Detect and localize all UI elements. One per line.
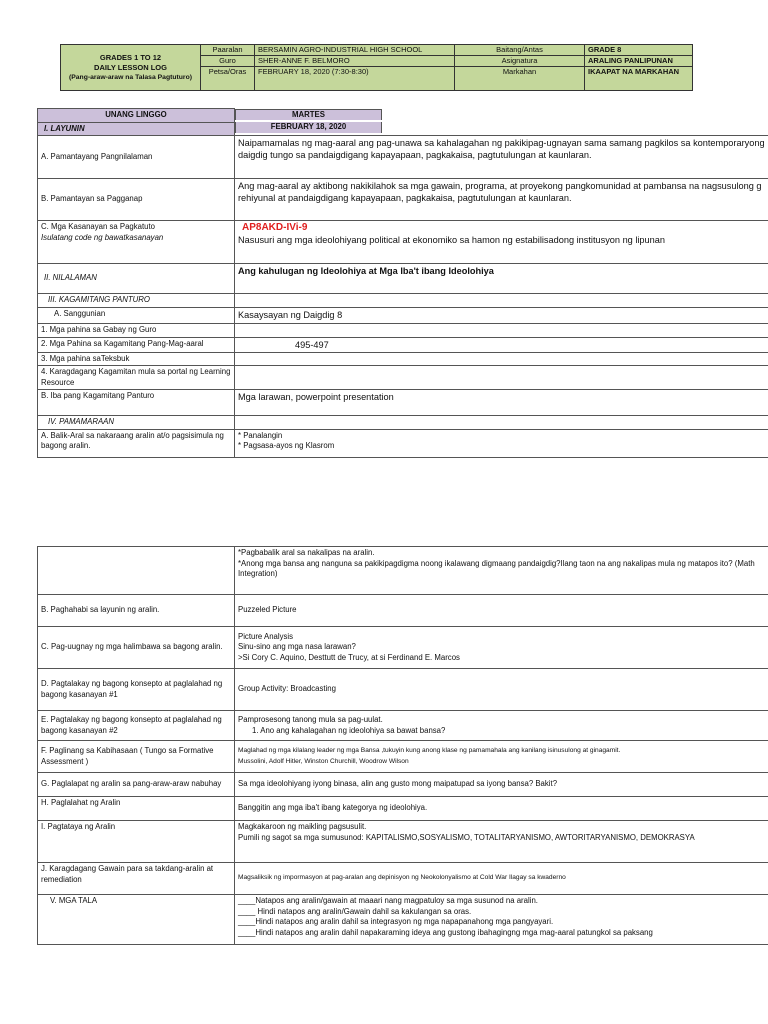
iba-kagamitan-value: Mga larawan, powerpoint presentation [235,390,768,416]
pamamaraan-empty [235,416,768,430]
kabihasaan-label: F. Paglinang sa Kabihasaan ( Tungo sa Formative Assessment ) [38,741,235,773]
pamantayan-pagganap-value: Ang mag-aaral ay aktibong nakikilahok sa mga gawain, programa, at proyekong pangkomunidad at pambansa na nagsusulong g rehiyunal at pandaigdigang kapayapaan, pagkakaisa, pagtutulungan at kaunlaran. [235,179,768,221]
layunin-heading: I. LAYUNIN [38,122,235,136]
konsepto-1-label: D. Pagtalakay ng bagong konsepto at paglalahad ng bagong kasanayan #1 [38,669,235,711]
pamantayang-pangnilalaman-value: Naipamamalas ng mag-aaral ang pag-unawa sa kahalagahan ng pakikipag-ugnayan sama samang pagkilos sa kontemporaryong daigdig tungo sa pandaigdigang kapayapaan, pagkakaisa, pagtutulungan at kaunlaran. [235,136,768,179]
paglalapat-label: G. Paglalapat ng aralin sa pang-araw-araw nabuhay [38,773,235,797]
kagamitang-mag-aaral-label: 2. Mga Pahina sa Kagamitang Pang-Mag-aaral [38,337,235,352]
iba-kagamitan-label: B. Iba pang Kagamitang Panturo [38,390,235,416]
kagamitan-heading: III. KAGAMITANG PANTURO [38,294,235,308]
petsa-value: FEBRUARY 18, 2020 (7:30-8:30) [255,67,455,91]
pag-uugnay-value: Picture Analysis Sinu-sino ang mga nasa larawan? >Si Cory C. Aquino, Desttutt de Trucy, at si Ferdinand E. Marcos [235,627,768,669]
competency-code: AP8AKD-IVi-9 [242,222,308,233]
baitang-value: GRADE 8 [585,45,693,56]
day-label: MARTES [235,109,382,120]
kasanayan-label: C. Mga Kasanayan sa Pagkatuto Isulatang code ng bawatkasanayan [38,221,235,264]
konsepto-2-value: Pamprosesong tanong mula sa pag-uulat. 1. Ano ang kahalagahan ng ideolohiya sa bawat bansa? [235,711,768,741]
intro-empty [38,547,235,595]
paghahabi-value: Puzzeled Picture [235,595,768,627]
gabay-guro-label: 1. Mga pahina sa Gabay ng Guro [38,324,235,338]
day-header [235,109,768,123]
takdang-aralin-label: J. Karagdagang Gawain para sa takdang-aralin at remediation [38,863,235,895]
konsepto-1-value: Group Activity: Broadcasting [235,669,768,711]
kagamitan-empty [235,294,768,308]
kasanayan-value: AP8AKD-IVi-9 Nasusuri ang mga ideolohiyang political at ekonomiko sa hamon ng estabilisadong institusyon ng lipunan [235,221,768,264]
mga-tala-heading: V. MGA TALA [38,895,235,945]
pag-uugnay-label: C. Pag-uugnay ng mga halimbawa sa bagong aralin. [38,627,235,669]
paghahabi-label: B. Paghahabi sa layunin ng aralin. [38,595,235,627]
learning-resource-label: 4. Karagdagang Kagamitan mula sa portal ng Learning Resource [38,366,235,390]
pamamaraan-heading: IV. PAMAMARAAN [38,416,235,430]
paglalahat-value: Banggitin ang mga iba't ibang kategorya ng ideolohiya. [235,797,768,821]
kabihasaan-value: Maglahad ng mga kilalang leader ng mga Bansa ,tukuyin kung anong klase ng pamamahala ang kanilang isinusulong at ginagamit. Mussolini, Adolf Hitler, Winston Churchill, Woodrow Wilson [235,741,768,773]
markahan-label: Markahan [455,67,585,91]
gabay-guro-value [235,324,768,338]
lesson-log-title: GRADES 1 TO 12 DAILY LESSON LOG (Pang-araw-araw na Talasa Pagtuturo) [61,45,201,91]
paaralan-label: Paaralan [201,45,255,56]
header-table [60,44,693,91]
pamantayan-pagganap-label: B. Pamantayan sa Pagganap [38,179,235,221]
nilalaman-heading: II. NILALAMAN [38,264,235,294]
date-label: FEBRUARY 18, 2020 [235,122,382,133]
paaralan-value: BERSAMIN AGRO-INDUSTRIAL HIGH SCHOOL [255,45,455,56]
balik-aral-value: * Panalangin * Pagsasa-ayos ng Klasrom [235,429,768,457]
paglalahat-label: H. Paglalahat ng Aralin [38,797,235,821]
petsa-label: Petsa/Oras [201,67,255,91]
guro-value: SHER-ANNE F. BELMORO [255,56,455,67]
baitang-label: Baitang/Antas [455,45,585,56]
mga-tala-value: ____Natapos ang aralin/gawain at maaari nang magpatuloy sa mga susunod na aralin. ____ Hindi natapos ang aralin/Gawain dahil sa kakulangan sa oras. ____Hindi natapos ang aralin dahil sa integrasyon ng mga napapanahong mga pangyayari. ____Hindi natapos ang aralin dahil napakaraming ideya ang gustong ibahagingng mga mag-aaral patungkol sa paksang [235,895,768,945]
intro-value: *Pagbabalik aral sa nakalipas na aralin. *Anong mga bansa ang nanguna sa pakikipagdigma noong ikalawang digmaang pandaigdig?Ilang taon na ang nakalipas mula ng matapos ito? (Math Integration) [235,547,768,595]
guro-label: Guro [201,56,255,67]
konsepto-2-label: E. Pagtalakay ng bagong konsepto at paglalahad ng bagong kasanayan #2 [38,711,235,741]
balik-aral-label: A. Balik-Aral sa nakaraang aralin at/o pagsisimula ng bagong aralin. [38,429,235,457]
lesson-table-part2 [37,546,768,945]
sanggunian-label: A. Sanggunian [38,308,235,324]
teksbuk-label: 3. Mga pahina saTeksbuk [38,352,235,366]
teksbuk-value [235,352,768,366]
sanggunian-value: Kasaysayan ng Daigdig 8 [235,308,768,324]
week-label: UNANG LINGGO [38,109,235,123]
asignatura-value: ARALING PANLIPUNAN [585,56,693,67]
date-header [235,122,768,136]
pagtataya-label: I. Pagtataya ng Aralin [38,821,235,863]
asignatura-label: Asignatura [455,56,585,67]
pamantayang-pangnilalaman-label: A. Pamantayang Pangnilalaman [38,136,235,179]
learning-resource-value [235,366,768,390]
lesson-table-part1 [37,108,768,458]
pagtataya-value: Magkakaroon ng maikling pagsusulit. Pumili ng sagot sa mga sumusunod: KAPITALISMO,SOSYALISMO, TOTALITARYANISMO, AWTORITARYANISMO, DEMOKRASYA [235,821,768,863]
takdang-aralin-value: Magsaliksik ng impormasyon at pag-aralan ang depinisyon ng Neokolonyalismo at Cold War Ilagay sa kwaderno [235,863,768,895]
kasanayan-sublabel: Isulatang code ng bawatkasanayan [41,232,164,242]
kagamitang-mag-aaral-value: 495-497 [235,337,768,352]
nilalaman-value: Ang kahulugan ng Ideolohiya at Mga Iba't ibang Ideolohiya [235,264,768,294]
paglalapat-value: Sa mga ideolohiyang iyong binasa, alin ang gusto mong maipatupad sa iyong bansa? Bakit? [235,773,768,797]
markahan-value: IKAAPAT NA MARKAHAN [585,67,693,91]
